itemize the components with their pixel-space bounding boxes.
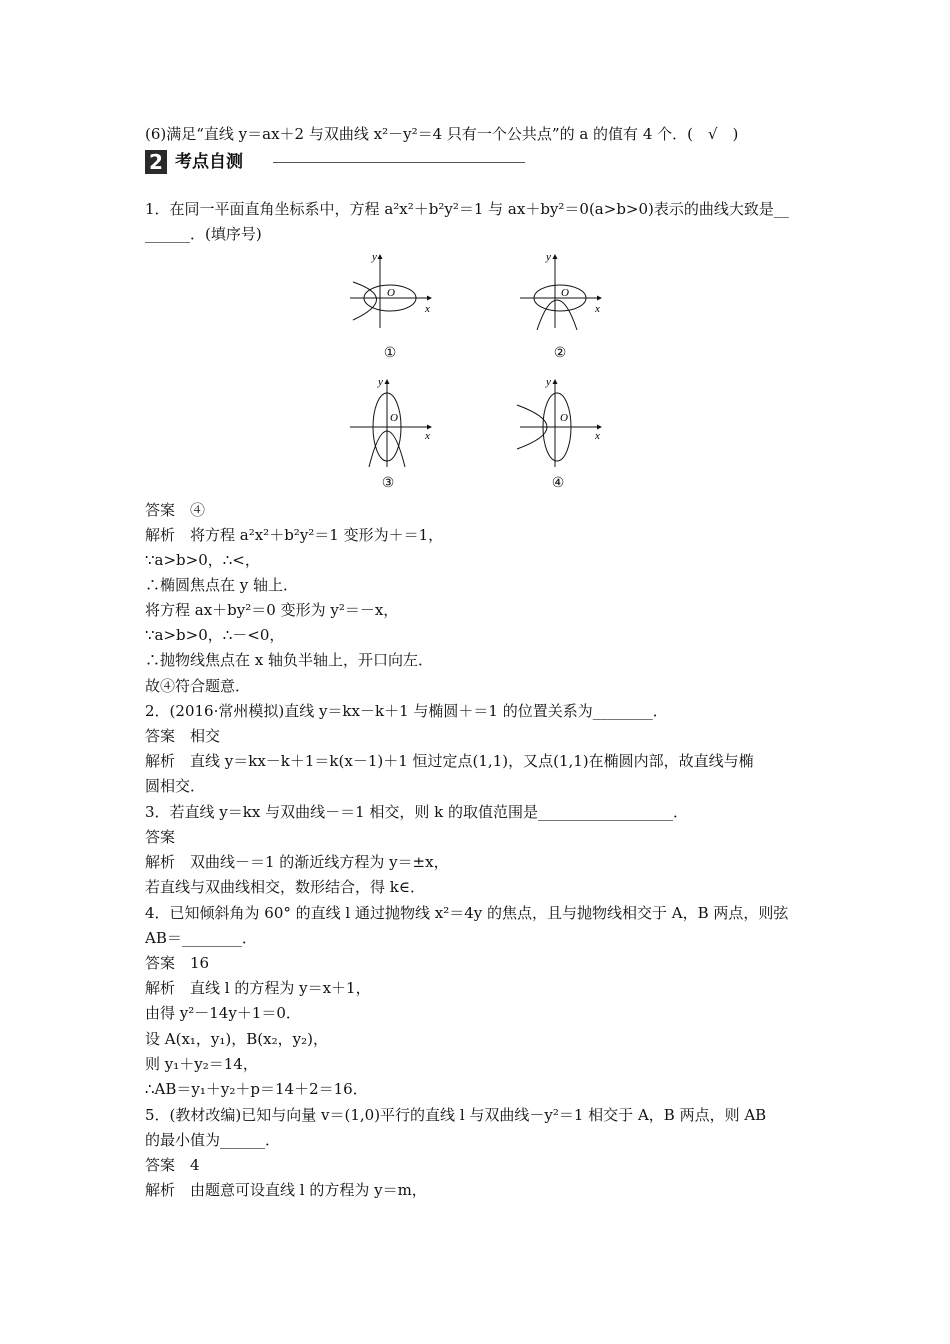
y-axis-label: y	[546, 376, 551, 388]
figure-1	[345, 250, 435, 361]
answer-2: 答案 相交	[145, 727, 221, 745]
origin-label: O	[561, 287, 569, 299]
x-axis-label: x	[425, 303, 430, 315]
explanation-5-line-1: 解析 由题意可设直线 l 的方程为 y＝m，	[145, 1181, 427, 1199]
statement-6: (6)满足“直线 y＝ax＋2 与双曲线 x²－y²＝4 只有一个公共点”的 a 的值有 4 个．( √ )	[145, 125, 739, 143]
question-5-line-1: 5．(教材改编)已知与向量 v＝(1,0)平行的直线 l 与双曲线－y²＝1 相交于 A，B 两点，则 AB	[145, 1106, 767, 1124]
figure-label: ④	[551, 475, 565, 491]
origin-label: O	[390, 412, 398, 424]
answer-1: 答案 ④	[145, 501, 206, 519]
figure-label: ①	[383, 345, 397, 361]
explanation-1-line-2: ∵a>b>0，∴<，	[145, 551, 260, 569]
x-axis-label: x	[595, 430, 600, 442]
figure-label: ②	[553, 345, 567, 361]
question-4-line-2: AB＝________．	[145, 929, 257, 947]
question-1-line-2: ______．(填序号)	[145, 225, 262, 243]
figure-3	[345, 375, 435, 491]
explanation-1-line-6: ∴抛物线焦点在 x 轴负半轴上，开口向左．	[145, 651, 433, 669]
y-axis-label: y	[546, 251, 551, 263]
explanation-4-line-3: 设 A(x₁，y₁)，B(x₂，y₂)，	[145, 1030, 328, 1048]
section-rule	[273, 162, 525, 163]
question-3: 3．若直线 y＝kx 与双曲线－＝1 相交，则 k 的取值范围是__________________．	[145, 803, 689, 821]
explanation-3-line-1: 解析 双曲线－＝1 的渐近线方程为 y＝±x，	[145, 853, 449, 871]
question-4-line-1: 4．已知倾斜角为 60° 的直线 l 通过抛物线 x²＝4y 的焦点，且与抛物线相交于 A，B 两点，则弦	[145, 904, 789, 922]
question-2: 2．(2016·常州模拟)直线 y＝kx－k＋1 与椭圆＋＝1 的位置关系为________．	[145, 702, 668, 720]
y-axis-label: y	[378, 376, 383, 388]
origin-label: O	[387, 287, 395, 299]
figure-label: ③	[381, 475, 395, 491]
origin-label: O	[560, 412, 568, 424]
answer-4: 答案 16	[145, 954, 210, 972]
explanation-4-line-4: 则 y₁＋y₂＝14，	[145, 1055, 258, 1073]
explanation-4-line-1: 解析 直线 l 的方程为 y＝x＋1，	[145, 979, 371, 997]
section-number: 2	[145, 150, 167, 174]
section-title: 考点自测	[175, 152, 243, 172]
explanation-4-line-2: 由得 y²－14y＋1＝0．	[145, 1004, 301, 1022]
explanation-1-line-7: 故④符合题意．	[145, 677, 251, 695]
explanation-2-line-1: 解析 直线 y＝kx－k＋1＝k(x－1)＋1 恒过定点(1,1)，又点(1,1)在椭圆内部，故直线与椭	[145, 752, 754, 770]
section-heading	[145, 150, 525, 174]
explanation-1-line-3: ∴椭圆焦点在 y 轴上．	[145, 576, 299, 594]
answer-3: 答案	[145, 828, 176, 846]
explanation-1-line-5: ∵a>b>0，∴－<0，	[145, 626, 285, 644]
explanation-2-line-2: 圆相交．	[145, 777, 206, 795]
question-5-line-2: 的最小值为______．	[145, 1131, 281, 1149]
explanation-3-line-2: 若直线与双曲线相交，数形结合，得 k∈．	[145, 878, 425, 896]
explanation-1-line-4: 将方程 ax＋by²＝0 变形为 y²＝－x，	[145, 601, 399, 619]
explanation-4-line-5: ∴AB＝y₁＋y₂＋p＝14＋2＝16．	[145, 1080, 368, 1098]
y-axis-label: y	[372, 251, 377, 263]
explanation-1-line-1: 解析 将方程 a²x²＋b²y²＝1 变形为＋＝1，	[145, 526, 444, 544]
figure-4	[515, 375, 605, 491]
x-axis-label: x	[425, 430, 430, 442]
question-1-line-1: 1．在同一平面直角坐标系中，方程 a²x²＋b²y²＝1 与 ax＋by²＝0(a>b>0)表示的曲线大致是__	[145, 200, 789, 218]
answer-5: 答案 4	[145, 1156, 200, 1174]
figure-2	[515, 250, 605, 361]
x-axis-label: x	[595, 303, 600, 315]
